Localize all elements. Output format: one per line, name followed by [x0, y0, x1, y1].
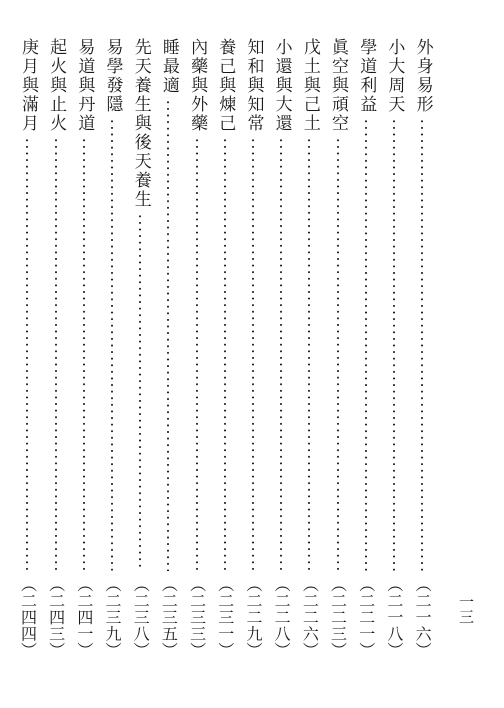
- toc-entry: [354, 38, 378, 658]
- toc-entry-title: 先天養生與後天養生: [130, 38, 151, 209]
- dot-leader: [421, 118, 423, 571]
- toc-entry-page: （二三九）: [103, 575, 123, 658]
- toc-entry-title: 內藥與外藥: [187, 38, 208, 133]
- toc-entry-page: （二二九）: [243, 575, 263, 658]
- toc-entry-page: （二二六）: [300, 575, 320, 658]
- toc-entry-page: （二四三）: [46, 575, 66, 658]
- toc-entry: [213, 38, 237, 658]
- dot-leader: [280, 137, 282, 571]
- toc-entry-page: （二三三）: [187, 575, 207, 658]
- page-number: 一三: [457, 594, 475, 624]
- toc-entry-title: 起火與止火: [46, 38, 67, 133]
- toc-entry-title: 外身易形: [412, 38, 433, 114]
- toc-entry: [382, 38, 406, 658]
- toc-entry: [269, 38, 293, 658]
- toc-entry-page: （二三八）: [131, 575, 151, 658]
- toc-entry: [72, 38, 96, 658]
- toc-entry: [16, 38, 40, 658]
- toc-entry-title: 小大周天: [384, 38, 405, 114]
- toc-entry-title: 眞空與頑空: [328, 38, 349, 133]
- toc-entry-title: 睡最適: [158, 38, 179, 95]
- dot-leader: [83, 137, 85, 571]
- toc-entry: [241, 38, 265, 658]
- dot-leader: [365, 118, 367, 571]
- dot-leader: [393, 118, 395, 571]
- toc-entry-page: （二三五）: [159, 575, 179, 658]
- toc-entry-page: （二二八）: [272, 575, 292, 658]
- toc-entry-page: （二四一）: [74, 575, 94, 658]
- toc-entry: [185, 38, 209, 658]
- dot-leader: [167, 99, 169, 571]
- toc-entry-title: 小還與大還: [271, 38, 292, 133]
- toc-entry: [326, 38, 350, 658]
- dot-leader: [308, 137, 310, 571]
- toc-entry: [157, 38, 181, 658]
- toc-entry: [410, 38, 434, 658]
- toc-entry-page: （二四四）: [18, 575, 38, 658]
- toc-entry-page: （二三一）: [215, 575, 235, 658]
- toc-entry-page: （二一六）: [413, 575, 433, 658]
- toc-entry: [128, 38, 152, 658]
- toc-entry-title: 易學發隱: [102, 38, 123, 114]
- dot-leader: [337, 137, 339, 571]
- toc-entry: [100, 38, 124, 658]
- toc-entry-title: 戊土與己土: [299, 38, 320, 133]
- toc-entry-title: 易道與丹道: [74, 38, 95, 133]
- dot-leader: [55, 137, 57, 571]
- toc-entry-title: 學道利益: [356, 38, 377, 114]
- toc-entry-page: （二二三）: [328, 575, 348, 658]
- toc-entry-title: 知和與知常: [243, 38, 264, 133]
- dot-leader: [196, 137, 198, 571]
- toc-entry-page: （二一八）: [384, 575, 404, 658]
- dot-leader: [139, 213, 141, 571]
- dot-leader: [224, 137, 226, 571]
- toc-entry-title: 庚月與滿月: [17, 38, 38, 133]
- toc-entry: [44, 38, 68, 658]
- dot-leader: [26, 137, 28, 571]
- toc-entry-title: 養己與煉己: [215, 38, 236, 133]
- toc-entry: [297, 38, 321, 658]
- table-of-contents: [16, 38, 434, 658]
- dot-leader: [111, 118, 113, 571]
- dot-leader: [252, 137, 254, 571]
- toc-entry-page: （二二一）: [356, 575, 376, 658]
